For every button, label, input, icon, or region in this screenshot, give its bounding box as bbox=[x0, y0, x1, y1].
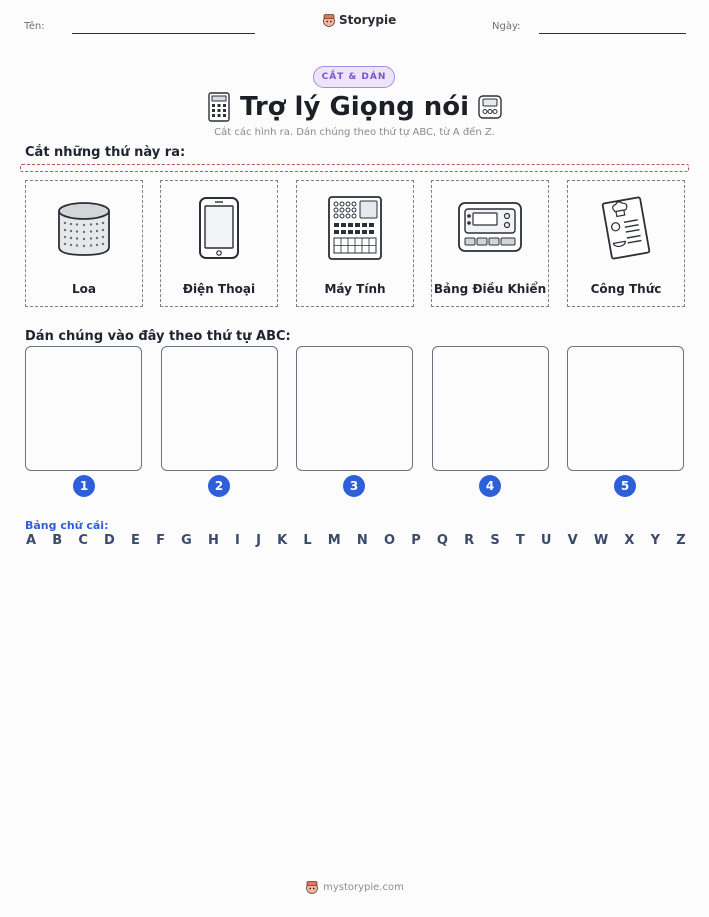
alphabet-letter: O bbox=[383, 533, 396, 548]
page-title: Trợ lý Giọng nói bbox=[239, 92, 470, 122]
instructions: Cắt các hình ra. Dán chúng theo thứ tự ABC, từ A đến Z. bbox=[214, 127, 495, 138]
alphabet-letter: M bbox=[327, 533, 341, 548]
recipe-card-icon bbox=[601, 196, 651, 260]
alphabet-letter: K bbox=[277, 533, 288, 548]
footer bbox=[0, 880, 709, 894]
alphabet-letter: I bbox=[235, 533, 240, 548]
alphabet-letter: X bbox=[624, 533, 635, 548]
alphabet-letter: C bbox=[78, 533, 88, 548]
alphabet-letter: Y bbox=[650, 533, 661, 548]
calculator-icon bbox=[327, 195, 383, 261]
brand-logo bbox=[322, 13, 396, 27]
cut-line bbox=[20, 164, 689, 172]
paste-box-1[interactable] bbox=[25, 346, 142, 471]
card-label: Máy Tính bbox=[324, 282, 386, 296]
alphabet-letter: Q bbox=[436, 533, 448, 548]
cut-card-phone[interactable] bbox=[160, 180, 278, 307]
alphabet-letter: P bbox=[411, 533, 421, 548]
cut-heading: Cắt những thứ này ra: bbox=[25, 145, 186, 160]
card-label: Công Thức bbox=[590, 282, 662, 296]
paste-box-3[interactable] bbox=[296, 346, 413, 471]
alphabet-letter: U bbox=[540, 533, 552, 548]
slot-number: 3 bbox=[343, 475, 365, 497]
activity-badge: CẮT & DÁN bbox=[313, 66, 395, 88]
alphabet-letter: Z bbox=[676, 533, 686, 548]
alphabet-letter: D bbox=[104, 533, 115, 548]
slot-number: 5 bbox=[614, 475, 636, 497]
alphabet-letter: B bbox=[52, 533, 63, 548]
alphabet-letter: E bbox=[131, 533, 140, 548]
cut-card-speaker[interactable] bbox=[25, 180, 143, 307]
slot-number: 1 bbox=[73, 475, 95, 497]
date-line bbox=[539, 33, 686, 34]
alphabet-letter: J bbox=[256, 533, 261, 548]
storypie-mascot-icon bbox=[322, 13, 336, 27]
alphabet-letter: N bbox=[356, 533, 368, 548]
alphabet-letter: H bbox=[207, 533, 219, 548]
alphabet-letter: S bbox=[490, 533, 500, 548]
card-label: Điện Thoại bbox=[182, 282, 256, 296]
storypie-mascot-icon bbox=[305, 880, 319, 894]
alphabet-letter: L bbox=[303, 533, 312, 548]
alphabet-letter: A bbox=[26, 533, 37, 548]
alphabet-letter: V bbox=[567, 533, 578, 548]
device-deco-icon bbox=[477, 94, 503, 124]
slot-number: 2 bbox=[208, 475, 230, 497]
paste-heading: Dán chúng vào đây theo thứ tự ABC: bbox=[25, 329, 291, 344]
alphabet-letter: T bbox=[515, 533, 525, 548]
card-label: Loa bbox=[72, 282, 96, 296]
control-panel-icon bbox=[457, 201, 523, 255]
alphabet-row bbox=[26, 533, 686, 548]
smart-speaker-icon bbox=[53, 197, 115, 259]
alphabet-letter: W bbox=[593, 533, 609, 548]
footer-url[interactable]: mystorypie.com bbox=[323, 881, 404, 893]
name-label: Tên: bbox=[24, 21, 45, 32]
slot-number: 4 bbox=[479, 475, 501, 497]
cut-card-recipe[interactable] bbox=[567, 180, 685, 307]
alphabet-letter: G bbox=[181, 533, 192, 548]
name-line bbox=[72, 33, 255, 34]
brand-name: Storypie bbox=[339, 13, 397, 27]
cut-card-computer[interactable] bbox=[296, 180, 414, 307]
alphabet-letter: R bbox=[464, 533, 475, 548]
date-label: Ngày: bbox=[492, 21, 521, 32]
paste-box-2[interactable] bbox=[161, 346, 278, 471]
paste-box-4[interactable] bbox=[432, 346, 549, 471]
phone-icon bbox=[197, 196, 241, 260]
cut-card-control-panel[interactable] bbox=[431, 180, 549, 307]
card-label: Bảng Điều Khiển bbox=[433, 282, 547, 296]
paste-box-5[interactable] bbox=[567, 346, 684, 471]
alphabet-title: Bảng chữ cái: bbox=[25, 519, 109, 532]
alphabet-letter: F bbox=[156, 533, 165, 548]
